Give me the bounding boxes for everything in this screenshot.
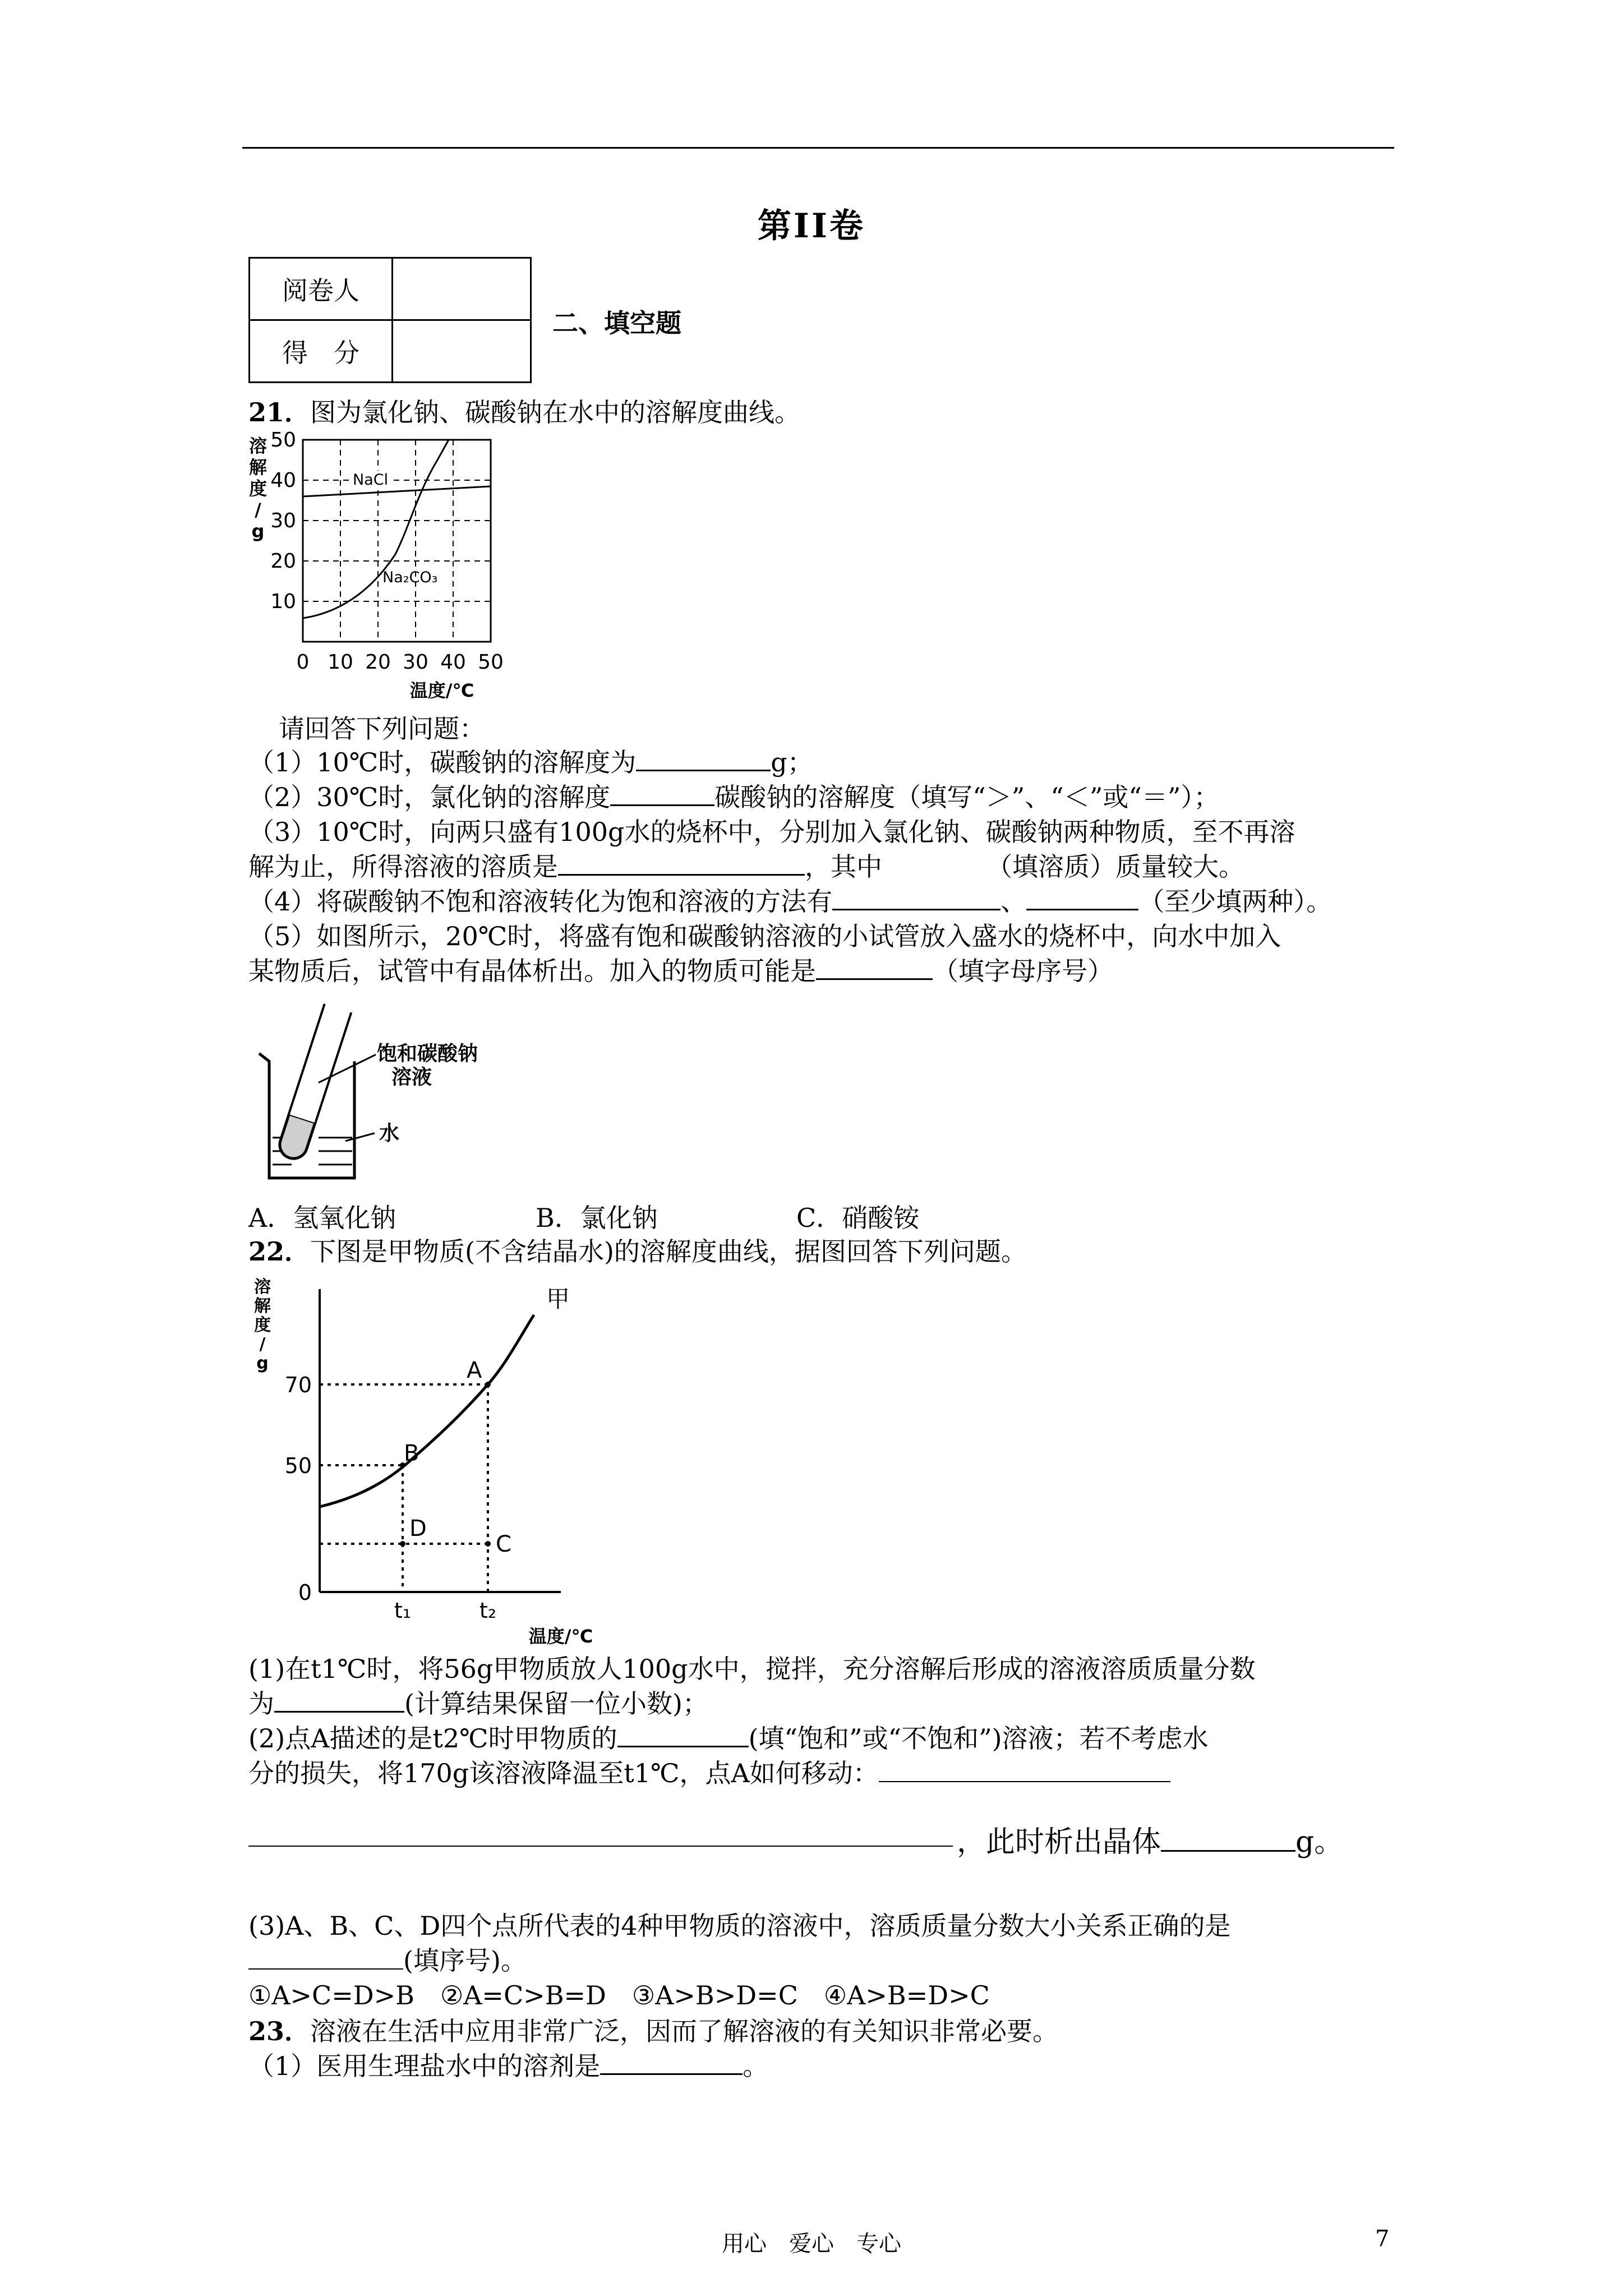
svg-text:g: g xyxy=(251,521,265,542)
q21-beaker-label-2: 溶液 xyxy=(391,1066,432,1089)
q22-ytick-50: 50 xyxy=(284,1453,312,1478)
q22-point-c xyxy=(485,1541,491,1547)
q23-blank-1[interactable] xyxy=(600,2051,743,2075)
q22-x-axis-label: 温度/℃ xyxy=(528,1626,593,1647)
q22-label-d: D xyxy=(409,1516,427,1542)
q21-na2co3-label: Na₂CO₃ xyxy=(382,569,438,586)
q21-blank-4b[interactable] xyxy=(1026,886,1138,910)
q22-curve-label: 甲 xyxy=(546,1285,570,1313)
q22-part3-line1: (3)A、B、C、D四个点所代表的4种甲物质的溶液中，溶质质量分数大小关系正确的是 xyxy=(248,1911,1231,1941)
q21-part5-line2: 某物质后，试管中有晶体析出。加入的物质可能是 （填字母序号） xyxy=(248,956,1113,986)
q21-blank-3b[interactable] xyxy=(882,852,986,876)
q21-part3-line2: 解为止，所得溶液的溶质是 ，其中 （填溶质）质量较大。 xyxy=(248,852,1244,882)
q21-ytick-10: 10 xyxy=(270,590,296,613)
q21-xtick-40: 40 xyxy=(440,651,466,674)
q22-blank-2[interactable] xyxy=(617,1723,749,1747)
test-tube-icon xyxy=(276,1004,351,1162)
q22-part3-line2: (填序号)。 xyxy=(248,1943,527,1978)
q22-label-c: C xyxy=(496,1531,511,1557)
q21-chart-grid xyxy=(303,440,491,642)
svg-text:解: 解 xyxy=(248,457,268,478)
q23-stem xyxy=(248,2014,1058,2049)
q22-point-a xyxy=(485,1382,491,1387)
q21-y-axis-label xyxy=(249,435,267,542)
q22-blank-3[interactable] xyxy=(879,1759,1170,1782)
page-number: 7 xyxy=(1375,2226,1390,2252)
q22-blank-6[interactable] xyxy=(248,1946,403,1970)
q21-na2co3-curve xyxy=(303,440,449,618)
q21-blank-3[interactable] xyxy=(558,852,805,876)
q22-solubility-chart xyxy=(247,1272,617,1654)
q22-part2-line2: 分的损失，将170g该溶液降温至t1℃，点A如何移动： xyxy=(248,1756,1170,1791)
score-table-grader-label: 阅卷人 xyxy=(250,258,393,320)
q21-nacl-label: NaCl xyxy=(353,471,389,489)
q22-label-a: A xyxy=(467,1358,482,1383)
q21-part1: （1）10℃时，碳酸钠的溶解度为 g； xyxy=(248,747,813,777)
q21-blank-5[interactable] xyxy=(816,956,933,980)
q21-blank-1[interactable] xyxy=(636,747,771,771)
q21-stem xyxy=(248,395,800,430)
q22-part2-line1: (2)点A描述的是t2℃时甲物质的 (填“饱和”或“不饱和”)溶液；若不考虑水 xyxy=(248,1723,1209,1754)
q21-beaker-label-3: 水 xyxy=(379,1122,400,1145)
page-footer: 用心 爱心 专心 xyxy=(722,2231,901,2257)
q22-xtick-t1: t₁ xyxy=(394,1598,412,1623)
svg-text:g: g xyxy=(256,1354,269,1373)
q21-prompt: 请回答下列问题： xyxy=(279,714,485,744)
svg-text:度: 度 xyxy=(248,478,268,499)
q22-blank-1[interactable] xyxy=(274,1688,404,1713)
q21-solubility-chart xyxy=(247,431,527,711)
q23-stem-text: 溶液在生活中应用非常广泛，因而了解溶液的有关知识非常必要。 xyxy=(310,2016,1059,2046)
svg-text:溶: 溶 xyxy=(254,1277,271,1297)
header-rule xyxy=(242,147,1394,149)
q22-point-labels xyxy=(404,1358,511,1557)
q23-number: 23． xyxy=(248,2016,311,2046)
q22-label-b: B xyxy=(404,1441,419,1466)
q21-beaker-figure xyxy=(247,999,538,1195)
svg-text:/: / xyxy=(259,1335,266,1354)
q22-ytick-70: 70 xyxy=(284,1373,312,1397)
q21-beaker-label-1: 饱和碳酸钠 xyxy=(377,1042,478,1065)
q21-part4: （4）将碳酸钠不饱和溶液转化为饱和溶液的方法有 、 （至少填两种）。 xyxy=(248,886,1332,917)
q22-y-axis-label xyxy=(254,1277,271,1373)
q22-ytick-0: 0 xyxy=(298,1580,312,1605)
score-table xyxy=(248,257,532,383)
q22-point-d xyxy=(400,1541,405,1547)
q22-part1-line2: 为 (计算结果保留一位小数)； xyxy=(248,1688,708,1719)
q22-y-ticks xyxy=(285,1373,312,1605)
q21-part3-line1: （3）10℃时，向两只盛有100g水的烧杯中，分别加入氯化钠、碳酸钠两种物质，至不再溶 xyxy=(248,817,1295,847)
q21-nacl-curve xyxy=(303,486,491,496)
q21-part2: （2）30℃时，氯化钠的溶解度 碳酸钠的溶解度（填写“＞”、“＜”或“＝”）； xyxy=(248,782,1220,812)
q21-xtick-20: 20 xyxy=(365,651,391,674)
svg-text:/: / xyxy=(255,499,261,521)
q22-number: 22． xyxy=(248,1236,311,1267)
q21-ytick-50: 50 xyxy=(270,431,296,452)
q21-xtick-30: 30 xyxy=(403,651,428,674)
q22-curve xyxy=(320,1315,534,1507)
section-heading: 二、填空题 xyxy=(552,308,681,338)
score-table-grader-cell xyxy=(393,258,531,320)
q21-xtick-50: 50 xyxy=(478,651,504,674)
q21-option-a: A．氢氧化钠 xyxy=(248,1203,396,1233)
q21-ytick-20: 20 xyxy=(270,550,296,573)
svg-text:解: 解 xyxy=(254,1296,271,1316)
score-table-score-label: 得 分 xyxy=(250,320,393,383)
q21-blank-4a[interactable] xyxy=(832,886,1000,910)
q21-blank-2[interactable] xyxy=(610,782,714,806)
q21-part5-line1: （5）如图所示，20℃时，将盛有饱和碳酸钠溶液的小试管放入盛水的烧杯中，向水中加入 xyxy=(248,921,1281,951)
q22-stem-text: 下图是甲物质(不含结晶水)的溶解度曲线，据图回答下列问题。 xyxy=(310,1236,1027,1267)
page-title: 第II卷 xyxy=(757,206,866,246)
q22-stem xyxy=(248,1234,1027,1269)
score-table-score-cell xyxy=(393,320,531,383)
q22-part2-line3: ，此时析出晶体 g。 xyxy=(957,1823,1343,1860)
q21-xtick-0: 0 xyxy=(296,651,310,674)
svg-text:度: 度 xyxy=(254,1315,271,1335)
q21-chart-frame xyxy=(303,440,491,642)
q21-option-c: C．硝酸铵 xyxy=(796,1203,920,1233)
q21-ytick-40: 40 xyxy=(270,469,296,492)
svg-text:溶: 溶 xyxy=(248,435,268,457)
q21-x-axis-label: 温度/℃ xyxy=(409,680,474,701)
q21-ytick-30: 30 xyxy=(270,509,296,532)
q21-option-b: B．氯化钠 xyxy=(536,1203,658,1233)
q21-y-ticks xyxy=(270,431,296,613)
q22-blank-5[interactable] xyxy=(1161,1823,1295,1852)
q21-xtick-10: 10 xyxy=(328,651,353,674)
q22-guide-lines xyxy=(320,1384,488,1592)
q22-x-ticks xyxy=(394,1598,496,1623)
q21-number: 21． xyxy=(248,397,311,427)
q22-blank-4[interactable] xyxy=(248,1846,953,1847)
q21-x-ticks xyxy=(297,651,504,674)
q21-stem-text: 图为氯化钠、碳酸钠在水中的溶解度曲线。 xyxy=(310,397,801,427)
q22-part1-line1: (1)在t1℃时，将56g甲物质放人100g水中，搅拌，充分溶解后形成的溶液溶质质量分数 xyxy=(248,1654,1256,1684)
q22-xtick-t2: t₂ xyxy=(479,1598,497,1623)
q23-part1: （1）医用生理盐水中的溶剂是 。 xyxy=(248,2051,769,2081)
q22-part3-options: ①A>C=D>B ②A=C>B=D ③A>B>D=C ④A>B=D>C xyxy=(248,1980,990,2010)
